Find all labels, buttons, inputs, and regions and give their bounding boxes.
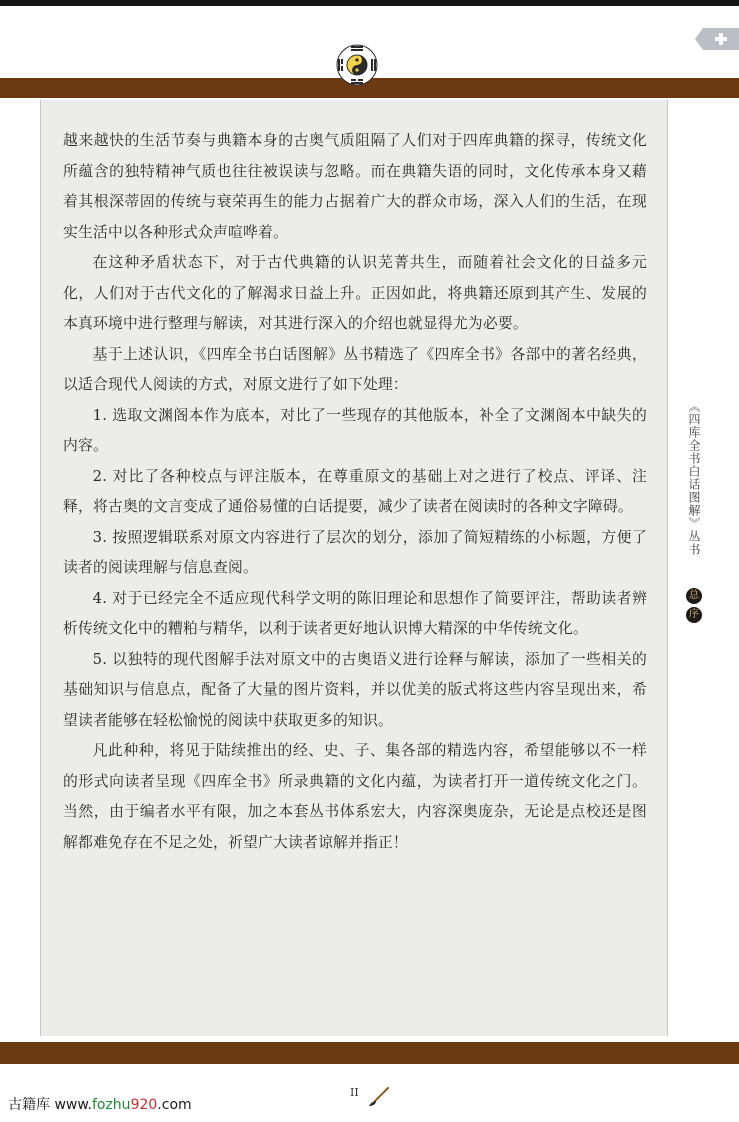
list-item: 1. 选取文渊阁本作为底本，对比了一些现存的其他版本，补全了文渊阁本中缺失的内容。 bbox=[63, 406, 647, 454]
paragraph: 越来越快的生活节奏与典籍本身的古奥气质阻隔了人们对于四库典籍的探寻，传统文化所蕴含的独特精神气质也往往被误读与忽略。而在典籍失语的同时，文化传承本身又藉着其根深蒂固的传统与衰荣再生的能力占据着广大的群众市场，深入人们的生活，在现实生活中以各种形式众声喧哗着。 bbox=[63, 132, 647, 241]
paragraph: 凡此种种，将见于陆续推出的经、史、子、集各部的精选内容，希望能够以不一样的形式向读者呈现《四库全书》所录典籍的文化内蕴，为读者打开一道传统文化之门。当然，由于编者水平有限，加之本套丛书体系宏大，内容深奥庞杂，无论是点校还是图解都难免存在不足之处，祈望广大读者谅解并指正！ bbox=[63, 742, 647, 851]
brush-icon bbox=[366, 1086, 390, 1108]
series-label: 《四库全书白话图解》丛书 bbox=[687, 400, 701, 556]
plus-icon[interactable] bbox=[695, 28, 739, 50]
site-mid: fozhu bbox=[91, 1097, 131, 1113]
section-badges bbox=[683, 588, 705, 626]
site-suffix: .com bbox=[157, 1097, 192, 1113]
site-prefix: 古籍库 www. bbox=[8, 1097, 92, 1113]
section-badge: 总 bbox=[686, 588, 702, 604]
footer-band bbox=[0, 1042, 739, 1064]
top-rule bbox=[0, 0, 739, 6]
list-item: 4. 对于已经完全不适应现代科学文明的陈旧理论和思想作了简要评注，帮助读者辨析传统文化中的糟粕与精华，以利于读者更好地认识博大精深的中华传统文化。 bbox=[63, 589, 647, 637]
page-number: II bbox=[350, 1086, 359, 1099]
list-item: 2. 对比了各种校点与评注版本，在尊重原文的基础上对之进行了校点、评译、注释，将古奥的文言变成了通俗易懂的白话提要，减少了读者在阅读时的各种文字障碍。 bbox=[63, 467, 647, 515]
body-text bbox=[63, 126, 647, 858]
list-item: 3. 按照逻辑联系对原文内容进行了层次的划分，添加了简短精练的小标题，方便了读者的阅读理解与信息查阅。 bbox=[63, 528, 647, 576]
paragraph: 在这种矛盾状态下，对于古代典籍的认识芜菁共生，而随着社会文化的日益多元化，人们对于古代文化的了解渴求日益上升。正因如此，将典籍还原到其产生、发展的本真环境中进行整理与解读，对其进行深入的介绍也就显得尤为必要。 bbox=[63, 254, 647, 332]
paragraph: 基于上述认识，《四库全书白话图解》丛书精选了《四库全书》各部中的著名经典，以适合现代人阅读的方式，对原文进行了如下处理： bbox=[63, 345, 647, 393]
site-watermark bbox=[8, 1094, 192, 1114]
bagua-emblem-icon bbox=[336, 44, 378, 86]
site-num: 920 bbox=[130, 1097, 158, 1113]
section-badge: 序 bbox=[686, 607, 702, 623]
list-item: 5. 以独特的现代图解手法对原文中的古奥语义进行诠释与解读，添加了一些相关的基础知识与信息点，配备了大量的图片资料，并以优美的版式将这些内容呈现出来，希望读者能够在轻松愉悦的阅读中获取更多的知识。 bbox=[63, 650, 647, 729]
content-panel bbox=[40, 100, 668, 1036]
